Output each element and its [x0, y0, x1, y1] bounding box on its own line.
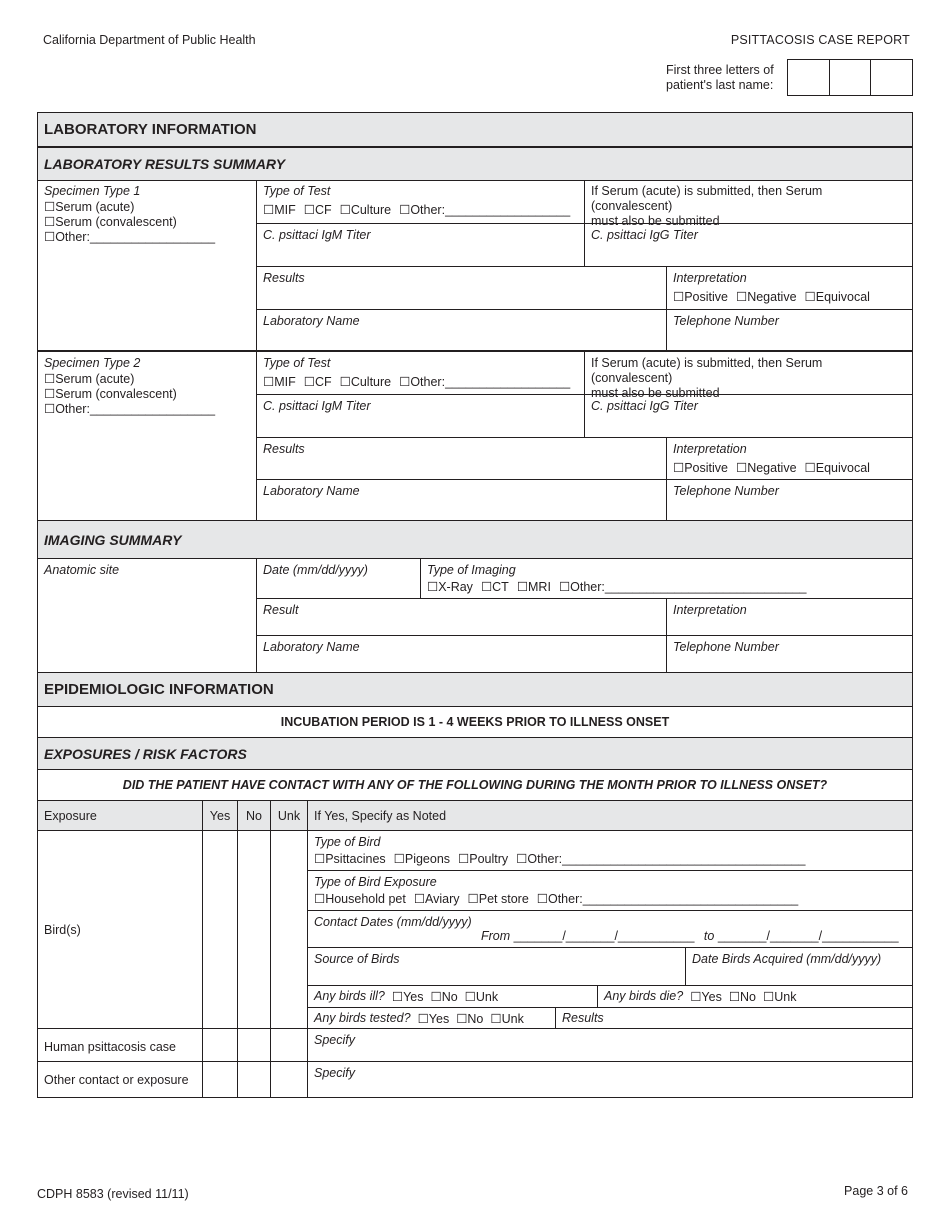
- birds-die-yes[interactable]: ☐Yes: [690, 990, 722, 1004]
- date-birds-acquired-label: Date Birds Acquired (mm/dd/yyyy): [692, 952, 882, 966]
- human-case-specify-label: Specify: [314, 1033, 355, 1047]
- specimen-type-1: [38, 180, 257, 351]
- telephone-label: Telephone Number: [673, 484, 779, 498]
- agency-name: California Department of Public Health: [43, 33, 256, 47]
- specimen-type-2-label: Specimen Type 2: [44, 356, 141, 370]
- interp2-positive[interactable]: ☐Positive: [673, 461, 728, 475]
- bird-pigeons[interactable]: ☐Pigeons: [393, 852, 451, 866]
- lab-name-1[interactable]: [257, 310, 667, 352]
- lab-name-2[interactable]: [257, 480, 667, 521]
- other-contact-unk[interactable]: [271, 1062, 308, 1097]
- test2-culture[interactable]: ☐Culture: [339, 375, 392, 389]
- bird-other[interactable]: ☐Other:___________________________________: [516, 852, 806, 866]
- birds-ill: [308, 986, 598, 1008]
- birds-ill-no[interactable]: ☐No: [430, 990, 458, 1004]
- birds-ill-label: Any birds ill?: [314, 989, 385, 1003]
- test1-other[interactable]: ☐Other:__________________: [399, 203, 571, 217]
- imaging-lab-name[interactable]: [257, 636, 667, 673]
- section-lab-results: LABORATORY RESULTS SUMMARY: [38, 147, 912, 181]
- other-contact-no[interactable]: [238, 1062, 271, 1097]
- type-of-bird-exposure: [308, 871, 912, 911]
- imaging-date[interactable]: [257, 559, 421, 599]
- specimen1-other[interactable]: ☐Other:__________________: [44, 230, 216, 244]
- interpretation-2: [667, 438, 912, 480]
- birds-ill-yes[interactable]: ☐Yes: [391, 990, 424, 1004]
- specimen-type-2: [38, 352, 257, 521]
- results-label: Results: [263, 442, 305, 456]
- type-of-test-label: Type of Test: [263, 184, 331, 198]
- birds-die: [598, 986, 912, 1008]
- igg-titer-1[interactable]: [585, 224, 912, 267]
- test2-cf[interactable]: ☐CF: [303, 375, 332, 389]
- lab-name-label: Laboratory Name: [263, 484, 360, 498]
- serum-note-2-line1: If Serum (acute) is submitted, then Serum (convalescent): [591, 356, 823, 385]
- col-no: No: [238, 801, 271, 831]
- specimen1-serum-convalescent[interactable]: ☐Serum (convalescent): [44, 215, 177, 229]
- birds-tested-results-label: Results: [562, 1011, 604, 1025]
- letter-box-1[interactable]: [788, 60, 830, 95]
- specimen-type-1-label: Specimen Type 1: [44, 184, 141, 198]
- date-birds-acquired[interactable]: [686, 948, 912, 986]
- last-name-letter-boxes: [787, 59, 913, 96]
- anatomic-site-label: Anatomic site: [44, 563, 120, 577]
- last-name-label-line1: First three letters of: [666, 63, 774, 77]
- letter-box-2[interactable]: [830, 60, 872, 95]
- birds-yes[interactable]: [203, 831, 238, 1029]
- imaging-result-label: Result: [263, 603, 299, 617]
- igm-titer-label: C. psittaci IgM Titer: [263, 228, 371, 242]
- anatomic-site[interactable]: [38, 559, 257, 673]
- contact-dates-label: Contact Dates (mm/dd/yyyy): [314, 915, 472, 929]
- serum-note-2-line2: must also be submitted: [591, 386, 720, 400]
- telephone-2[interactable]: [667, 480, 912, 521]
- other-contact-yes[interactable]: [203, 1062, 238, 1097]
- exposure-household-pet[interactable]: ☐Household pet: [314, 892, 406, 906]
- test2-mif[interactable]: ☐MIF: [263, 375, 296, 389]
- form-body: [37, 112, 913, 1098]
- igm-titer-1[interactable]: [257, 224, 585, 267]
- col-exposure: Exposure: [38, 801, 203, 831]
- serum-note-1-line2: must also be submitted: [591, 214, 720, 228]
- telephone-label: Telephone Number: [673, 314, 779, 328]
- letter-box-3[interactable]: [871, 60, 912, 95]
- last-name-label-line2: patient's last name:: [666, 78, 774, 92]
- birds-ill-unk[interactable]: ☐Unk: [464, 990, 499, 1004]
- exposure-aviary[interactable]: ☐Aviary: [413, 892, 460, 906]
- results-2[interactable]: [257, 438, 667, 480]
- imaging-date-label: Date (mm/dd/yyyy): [263, 563, 368, 577]
- igm-titer-2[interactable]: [257, 395, 585, 438]
- birds-die-unk[interactable]: ☐Unk: [763, 990, 797, 1004]
- interpretation-1: [667, 267, 912, 310]
- contact-from-label: From: [481, 929, 511, 943]
- interpretation-label: Interpretation: [673, 442, 747, 456]
- contact-from-field[interactable]: _______/_______/___________: [513, 929, 695, 943]
- interpretation-label: Interpretation: [673, 271, 747, 285]
- col-specify: If Yes, Specify as Noted: [308, 801, 912, 831]
- test1-culture[interactable]: ☐Culture: [339, 203, 392, 217]
- igg-titer-2[interactable]: [585, 395, 912, 438]
- type-of-bird: [308, 831, 912, 871]
- imaging-type-label: Type of Imaging: [427, 563, 516, 577]
- test1-mif[interactable]: ☐MIF: [263, 203, 296, 217]
- specimen2-other[interactable]: ☐Other:__________________: [44, 402, 216, 416]
- interp1-equivocal[interactable]: ☐Equivocal: [804, 290, 870, 304]
- results-label: Results: [263, 271, 305, 285]
- serum-note-2: [585, 352, 912, 400]
- birds-tested-yes[interactable]: ☐Yes: [417, 1012, 450, 1026]
- birds-no[interactable]: [238, 831, 271, 1029]
- specimen2-serum-convalescent[interactable]: ☐Serum (convalescent): [44, 387, 177, 401]
- exposure-pet-store[interactable]: ☐Pet store: [467, 892, 529, 906]
- bird-poultry[interactable]: ☐Poultry: [458, 852, 509, 866]
- interp1-positive[interactable]: ☐Positive: [673, 290, 728, 304]
- imaging-other[interactable]: ☐Other:_____________________________: [558, 580, 807, 594]
- last-name-label: [666, 63, 774, 93]
- type-of-bird-exposure-label: Type of Bird Exposure: [314, 875, 437, 889]
- imaging-interpretation-label: Interpretation: [673, 603, 747, 617]
- section-exposures: EXPOSURES / RISK FACTORS: [38, 737, 912, 770]
- telephone-1[interactable]: [667, 310, 912, 352]
- birds-die-no[interactable]: ☐No: [728, 990, 757, 1004]
- other-contact-specify-label: Specify: [314, 1066, 355, 1080]
- human-case-unk[interactable]: [271, 1029, 308, 1062]
- imaging-type: [421, 559, 912, 599]
- incubation-note: INCUBATION PERIOD IS 1 - 4 WEEKS PRIOR TO ILLNESS ONSET: [38, 707, 912, 738]
- birds-tested-label: Any birds tested?: [314, 1011, 411, 1025]
- test2-other[interactable]: ☐Other:__________________: [399, 375, 571, 389]
- exposure-human-case: Human psittacosis case: [38, 1029, 203, 1062]
- contact-dates: [308, 911, 912, 948]
- type-of-test-1: [257, 180, 585, 224]
- imaging-interpretation[interactable]: [667, 599, 912, 636]
- contact-question: DID THE PATIENT HAVE CONTACT WITH ANY OF THE FOLLOWING DURING THE MONTH PRIOR TO ILLNESS ONSET?: [38, 770, 912, 801]
- exposure-other[interactable]: ☐Other:_______________________________: [536, 892, 799, 906]
- source-of-birds[interactable]: [308, 948, 686, 986]
- other-contact-specify[interactable]: [308, 1062, 912, 1097]
- section-imaging: IMAGING SUMMARY: [38, 520, 912, 559]
- igm-titer-label: C. psittaci IgM Titer: [263, 399, 371, 413]
- human-case-no[interactable]: [238, 1029, 271, 1062]
- birds-tested-unk[interactable]: ☐Unk: [490, 1012, 524, 1026]
- section-epi: EPIDEMIOLOGIC INFORMATION: [38, 673, 912, 707]
- birds-unk[interactable]: [271, 831, 308, 1029]
- interp2-negative[interactable]: ☐Negative: [735, 461, 797, 475]
- form-number: CDPH 8583 (revised 11/11): [37, 1187, 189, 1201]
- bird-psittacines[interactable]: ☐Psittacines: [314, 852, 386, 866]
- col-yes: Yes: [203, 801, 238, 831]
- form-title: PSITTACOSIS CASE REPORT: [730, 33, 910, 47]
- lab-name-label: Laboratory Name: [263, 314, 360, 328]
- human-case-specify[interactable]: [308, 1029, 912, 1062]
- type-of-test-label: Type of Test: [263, 356, 331, 370]
- interp2-equivocal[interactable]: ☐Equivocal: [804, 461, 870, 475]
- exposure-birds: Bird(s): [38, 831, 203, 1029]
- type-of-bird-label: Type of Bird: [314, 835, 381, 849]
- birds-tested-no[interactable]: ☐No: [456, 1012, 484, 1026]
- imaging-telephone-label: Telephone Number: [673, 640, 779, 654]
- human-case-yes[interactable]: [203, 1029, 238, 1062]
- results-1[interactable]: [257, 267, 667, 310]
- exposure-other-contact: Other contact or exposure: [38, 1062, 203, 1097]
- specimen1-serum-acute[interactable]: ☐Serum (acute): [44, 200, 135, 214]
- birds-die-label: Any birds die?: [604, 989, 684, 1003]
- interp1-negative[interactable]: ☐Negative: [735, 290, 797, 304]
- contact-to-label: to: [703, 929, 715, 943]
- imaging-result[interactable]: [257, 599, 667, 636]
- imaging-ct[interactable]: ☐CT: [480, 580, 509, 594]
- imaging-telephone[interactable]: [667, 636, 912, 673]
- type-of-test-2: [257, 352, 585, 395]
- contact-to-field[interactable]: _______/_______/___________: [717, 929, 899, 943]
- specimen2-serum-acute[interactable]: ☐Serum (acute): [44, 372, 135, 386]
- page-number: Page 3 of 6: [844, 1184, 908, 1198]
- igg-titer-label: C. psittaci IgG Titer: [591, 228, 698, 242]
- birds-tested-results[interactable]: [556, 1008, 912, 1029]
- birds-tested: [308, 1008, 556, 1029]
- igg-titer-label: C. psittaci IgG Titer: [591, 399, 698, 413]
- source-of-birds-label: Source of Birds: [314, 952, 400, 966]
- serum-note-1: [585, 180, 912, 228]
- imaging-lab-name-label: Laboratory Name: [263, 640, 360, 654]
- section-lab-info: LABORATORY INFORMATION: [38, 112, 912, 147]
- col-unk: Unk: [271, 801, 308, 831]
- test1-cf[interactable]: ☐CF: [303, 203, 332, 217]
- serum-note-1-line1: If Serum (acute) is submitted, then Serum (convalescent): [591, 184, 823, 213]
- imaging-xray[interactable]: ☐X-Ray: [427, 580, 473, 594]
- imaging-mri[interactable]: ☐MRI: [516, 580, 551, 594]
